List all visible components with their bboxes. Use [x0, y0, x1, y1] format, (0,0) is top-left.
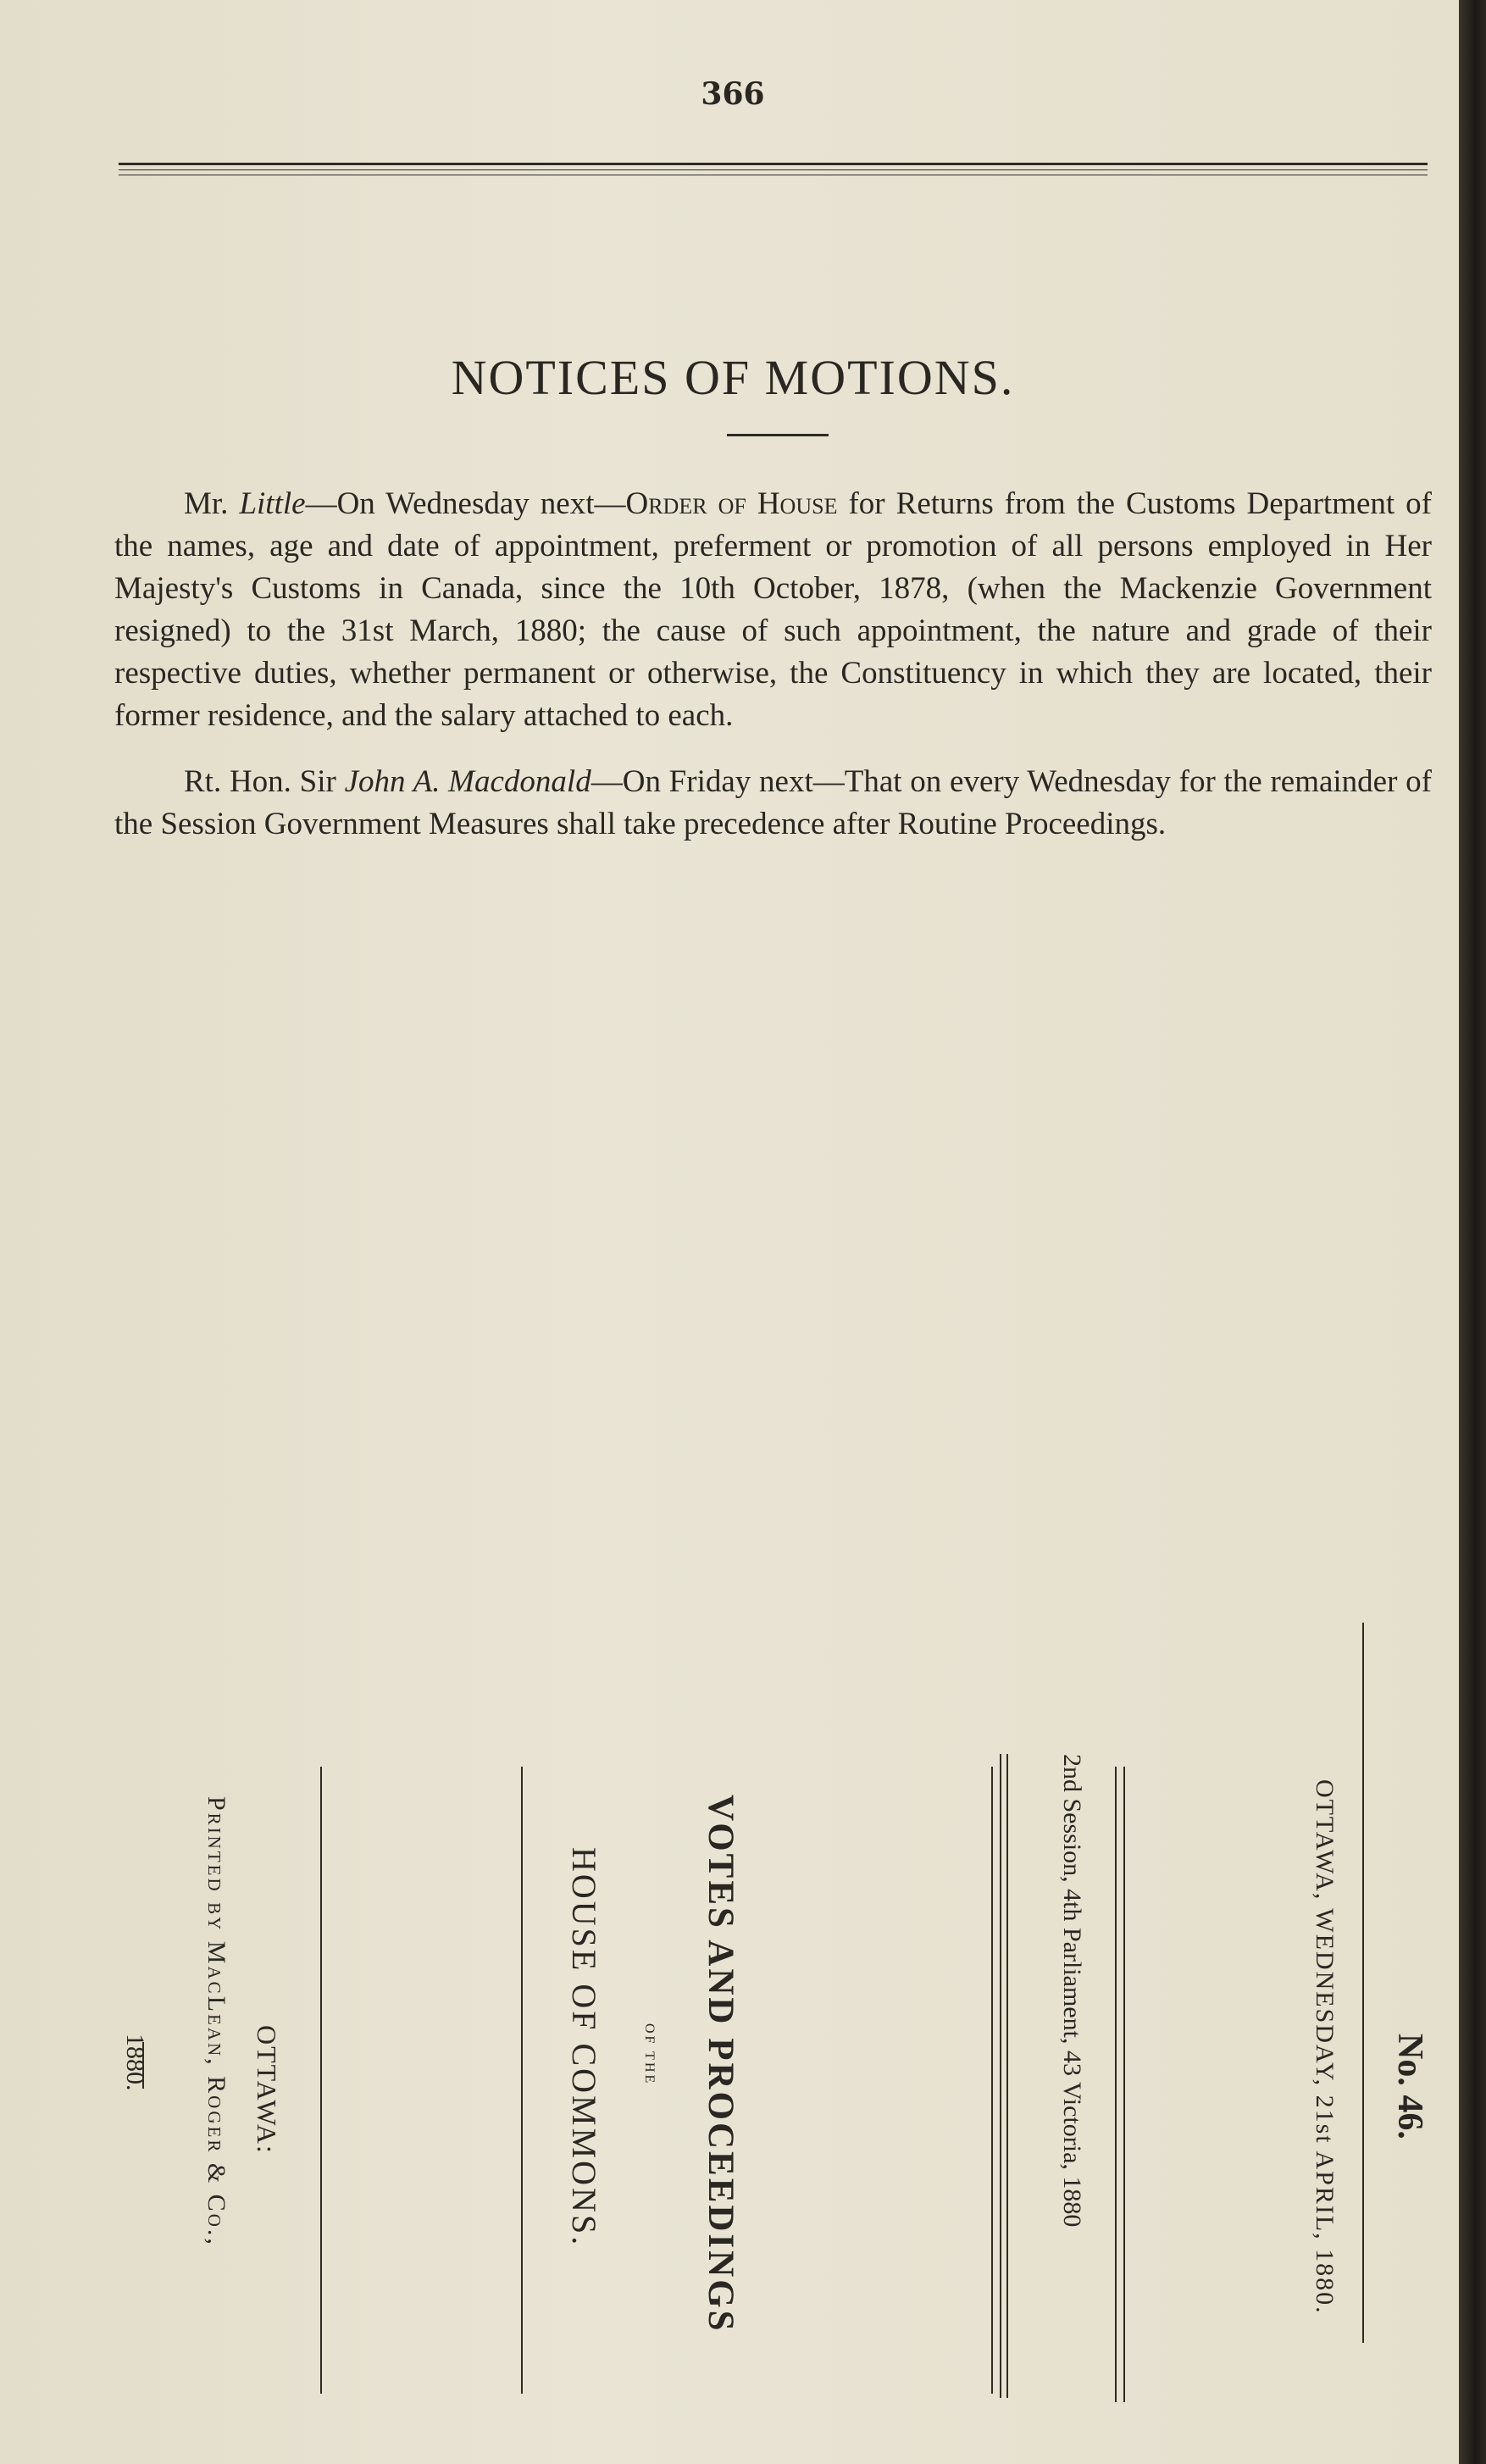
- member-name: Little: [239, 486, 306, 521]
- member-name: John A. Macdonald: [344, 764, 591, 799]
- title-rule: [1006, 1754, 1008, 2398]
- issue-date: OTTAWA, WEDNESDAY, 21st APRIL, 1880.: [1311, 1779, 1339, 2315]
- motion-paragraph: [114, 483, 1432, 737]
- title-rule: [320, 1767, 322, 2394]
- imprint-year: 1880.: [121, 2034, 149, 2091]
- imprint-rule: [142, 2042, 144, 2089]
- motion-when: —On Wednesday next—: [305, 486, 626, 521]
- imprint-printer: Printed by MacLean, Roger & Co.,: [202, 1796, 230, 2247]
- title-rule: [1000, 1754, 1001, 2398]
- motion-text: for Returns from the Customs Department of the names, age and date of appointment, preferment or promotion of all persons employed in Her Majesty's Customs in Canada, since the 10th October, 1878, (when the Mackenzie Government resigned) to the 31st March, 1880; the cause of such appointment, the nature and grade of their respective duties, whether permanent or otherwise, the Constituency in which they are located, their former residence, and the salary attached to each.: [114, 486, 1432, 733]
- session-line: 2nd Session, 4th Parliament, 43 Victoria, 1880: [1058, 1754, 1086, 2228]
- publication-house: HOUSE OF COMMONS.: [565, 1847, 603, 2248]
- section-heading: NOTICES OF MOTIONS.: [451, 350, 1015, 405]
- title-rule: [1123, 1767, 1125, 2402]
- member-prefix: Rt. Hon. Sir: [184, 764, 345, 799]
- publication-title: VOTES AND PROCEEDINGS: [701, 1795, 740, 2334]
- title-rule: [521, 1767, 523, 2394]
- heading-rule: [727, 434, 829, 436]
- title-rule: [991, 1767, 993, 2394]
- motion-text: —On Friday next—That on every Wednesday for the remainder of the Session Government Measures shall take precedence after Routine Proceedings.: [114, 764, 1432, 841]
- issue-number: No. 46.: [1390, 2034, 1429, 2139]
- motion-paragraph: [114, 761, 1432, 846]
- imprint-place: OTTAWA:: [252, 2025, 282, 2155]
- header-rule: [119, 163, 1428, 165]
- title-rule: [1115, 1767, 1117, 2402]
- member-prefix: Mr.: [184, 486, 240, 521]
- title-rule: [1362, 1623, 1364, 2343]
- header-rule: [119, 169, 1428, 170]
- page-number: 366: [701, 76, 765, 112]
- publication-title-of: OF THE: [642, 2023, 657, 2086]
- order-label: Order of House: [625, 486, 838, 521]
